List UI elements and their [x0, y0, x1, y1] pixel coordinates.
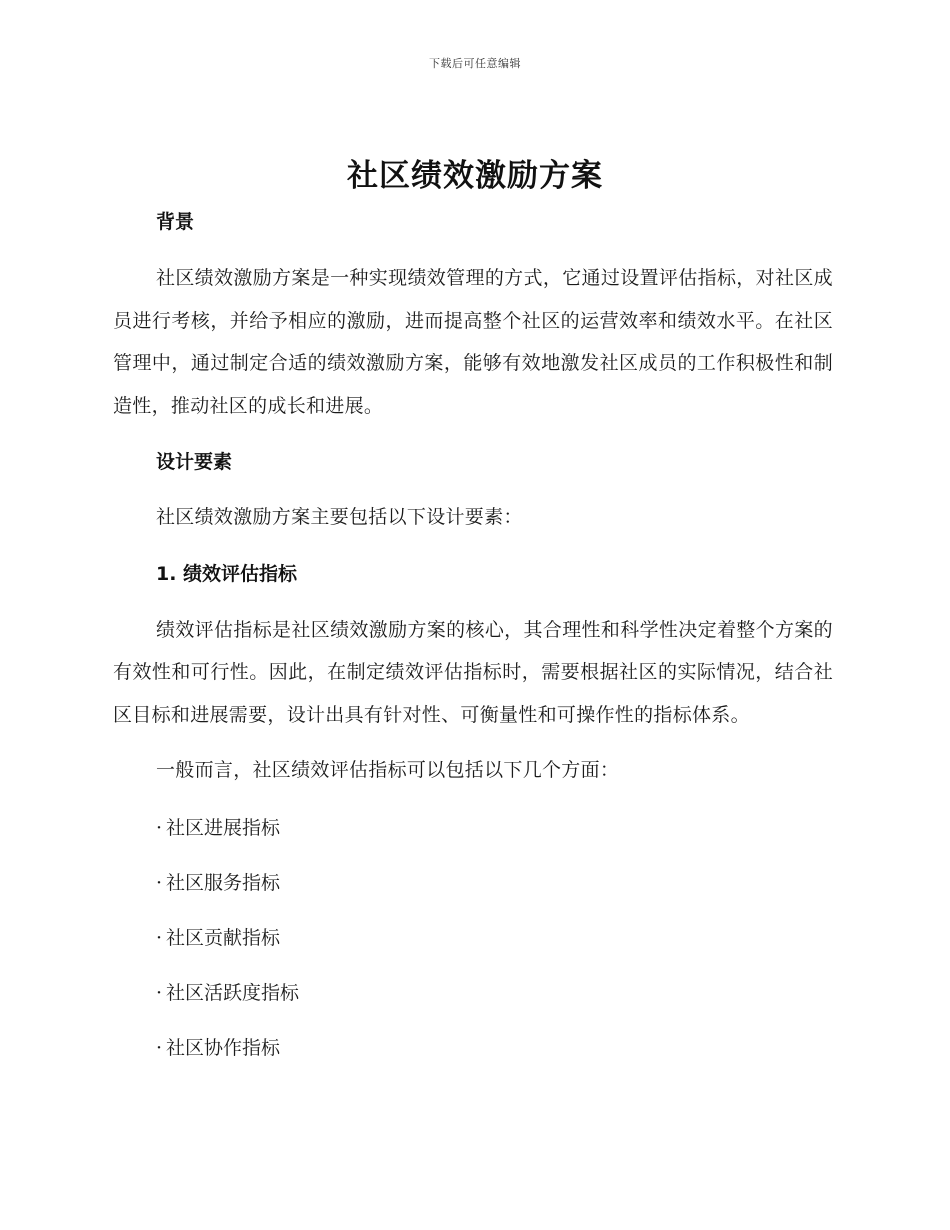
document-body: [113, 205, 833, 1060]
paragraph-indicators: 绩效评估指标是社区绩效激励方案的核心，其合理性和科学性决定着整个方案的有效性和可行性。因此，在制定绩效评估指标时，需要根据社区的实际情况，结合社区目标和进展需要，设计出具有针对性、可衡量性和可操作性的指标体系。: [113, 618, 833, 726]
bullet-icon: ·: [156, 871, 163, 894]
section-heading-design: 设计要素: [156, 451, 233, 473]
paragraph-background: 社区绩效激励方案是一种实现绩效管理的方式，它通过设置评估指标，对社区成员进行考核，并给予相应的激励，进而提高整个社区的运营效率和绩效水平。在社区管理中，通过制定合适的绩效激励方案，能够有效地激发社区成员的工作积极性和制造性，推动社区的成长和进展。: [113, 267, 833, 417]
bullet-icon: ·: [156, 926, 163, 949]
paragraph-design-intro: 社区绩效激励方案主要包括以下设计要素：: [156, 506, 523, 528]
bullet-icon: ·: [156, 1036, 163, 1059]
list-item: · 社区贡献指标: [156, 926, 281, 949]
bullet-icon: ·: [156, 981, 163, 1004]
document-title: 社区绩效激励方案: [347, 158, 603, 194]
paragraph-indicators-intro: 一般而言，社区绩效评估指标可以包括以下几个方面：: [156, 759, 620, 781]
list-item: · 社区服务指标: [156, 871, 281, 894]
list-item: · 社区进展指标: [156, 816, 281, 839]
list-item: · 社区协作指标: [156, 1036, 281, 1059]
section-heading-indicators: 1. 绩效评估指标: [156, 562, 298, 585]
list-item: · 社区活跃度指标: [156, 981, 300, 1004]
section-heading-background: 背景: [156, 211, 195, 233]
bullet-icon: ·: [156, 816, 163, 839]
header-note: 下载后可任意编辑: [429, 57, 521, 70]
